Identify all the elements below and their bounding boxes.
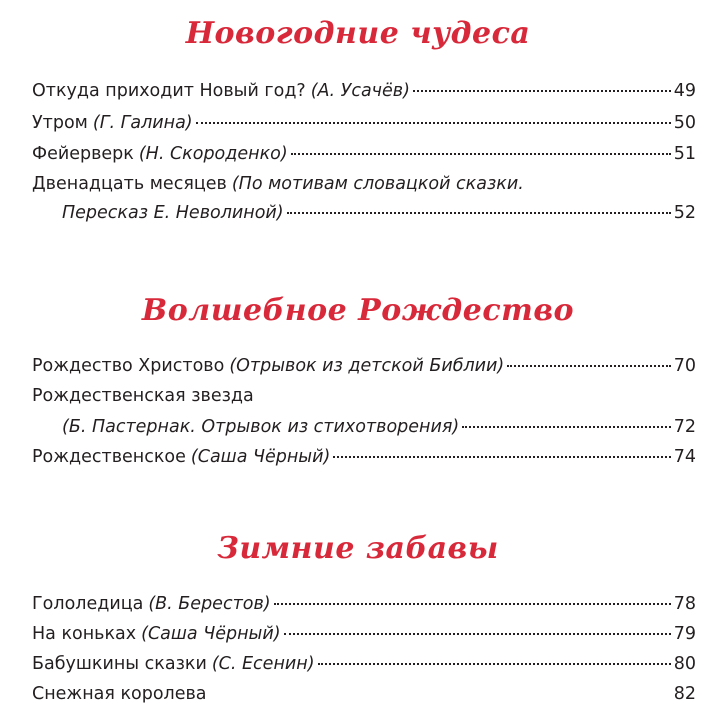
entry-author: (С. Есенин): [211, 654, 315, 674]
entry-page-number: 49: [673, 81, 696, 101]
entry-title: Двенадцать месяцев: [32, 174, 227, 194]
toc-entry[interactable]: [32, 382, 696, 410]
entry-author: (Н. Скороденко): [138, 144, 288, 164]
dot-leader: [462, 426, 671, 428]
dot-leader: [291, 153, 671, 155]
dot-leader: [318, 663, 671, 665]
entry-page-number: 70: [673, 356, 696, 376]
entry-title: Рождественское: [32, 447, 186, 467]
entry-author: (Саша Чёрный): [141, 624, 281, 644]
entry-page-number: 80: [673, 654, 696, 674]
entry-author: (Г. Галина): [92, 113, 193, 133]
section-title: Зимние забавы: [217, 531, 499, 566]
dot-leader: [413, 90, 671, 92]
entry-author: (В. Берестов): [148, 594, 271, 614]
entry-page-number: 52: [673, 203, 696, 223]
toc-entry[interactable]: [32, 170, 696, 198]
toc-entry[interactable]: [32, 620, 696, 648]
toc-entry[interactable]: [32, 443, 696, 471]
toc-entry[interactable]: [32, 109, 696, 137]
entry-author: (Отрывок из детской Библии): [229, 356, 505, 376]
entry-title: Снежная королева: [32, 684, 207, 704]
toc-entry[interactable]: [32, 140, 696, 168]
entry-title: Гололедица: [32, 594, 144, 614]
entry-author: (По мотивам словацкой сказки.: [231, 174, 524, 194]
entry-page-number: 74: [673, 447, 696, 467]
toc-entry-continuation[interactable]: [62, 199, 696, 227]
entry-title: Фейерверк: [32, 144, 134, 164]
toc-entry[interactable]: [32, 352, 696, 380]
dot-leader: [284, 633, 671, 635]
entry-page-number: 50: [673, 113, 696, 133]
entry-author: (Б. Пастернак. Отрывок из стихотворения): [62, 417, 460, 437]
section-title: Новогодние чудеса: [185, 16, 531, 51]
entry-title: Бабушкины сказки: [32, 654, 207, 674]
toc-entry[interactable]: [32, 650, 696, 678]
dot-leader: [287, 212, 671, 214]
entry-author: (А. Усачёв): [310, 81, 410, 101]
toc-entry[interactable]: [32, 590, 696, 618]
section-title: Волшебное Рождество: [141, 293, 575, 328]
entry-page-number: 51: [673, 144, 696, 164]
entry-author: (Саша Чёрный): [190, 447, 331, 467]
entry-page-number: 72: [673, 417, 696, 437]
entry-title: Рождество Христово: [32, 356, 225, 376]
dot-leader: [196, 122, 671, 124]
entry-title: Откуда приходит Новый год?: [32, 81, 306, 101]
entry-page-number: 79: [673, 624, 696, 644]
entry-page-number: 82: [673, 684, 696, 704]
dot-leader: [507, 365, 670, 367]
dot-leader: [333, 456, 670, 458]
entry-title: Утром: [32, 113, 88, 133]
toc-entry[interactable]: [32, 680, 696, 708]
entry-page-number: 78: [673, 594, 696, 614]
entry-title: Рождественская звезда: [32, 386, 254, 406]
entry-author: Пересказ Е. Неволиной): [62, 203, 284, 223]
dot-leader: [274, 603, 671, 605]
toc-entry-continuation[interactable]: [62, 413, 696, 441]
toc-entry[interactable]: [32, 77, 696, 105]
entry-title: На коньках: [32, 624, 137, 644]
